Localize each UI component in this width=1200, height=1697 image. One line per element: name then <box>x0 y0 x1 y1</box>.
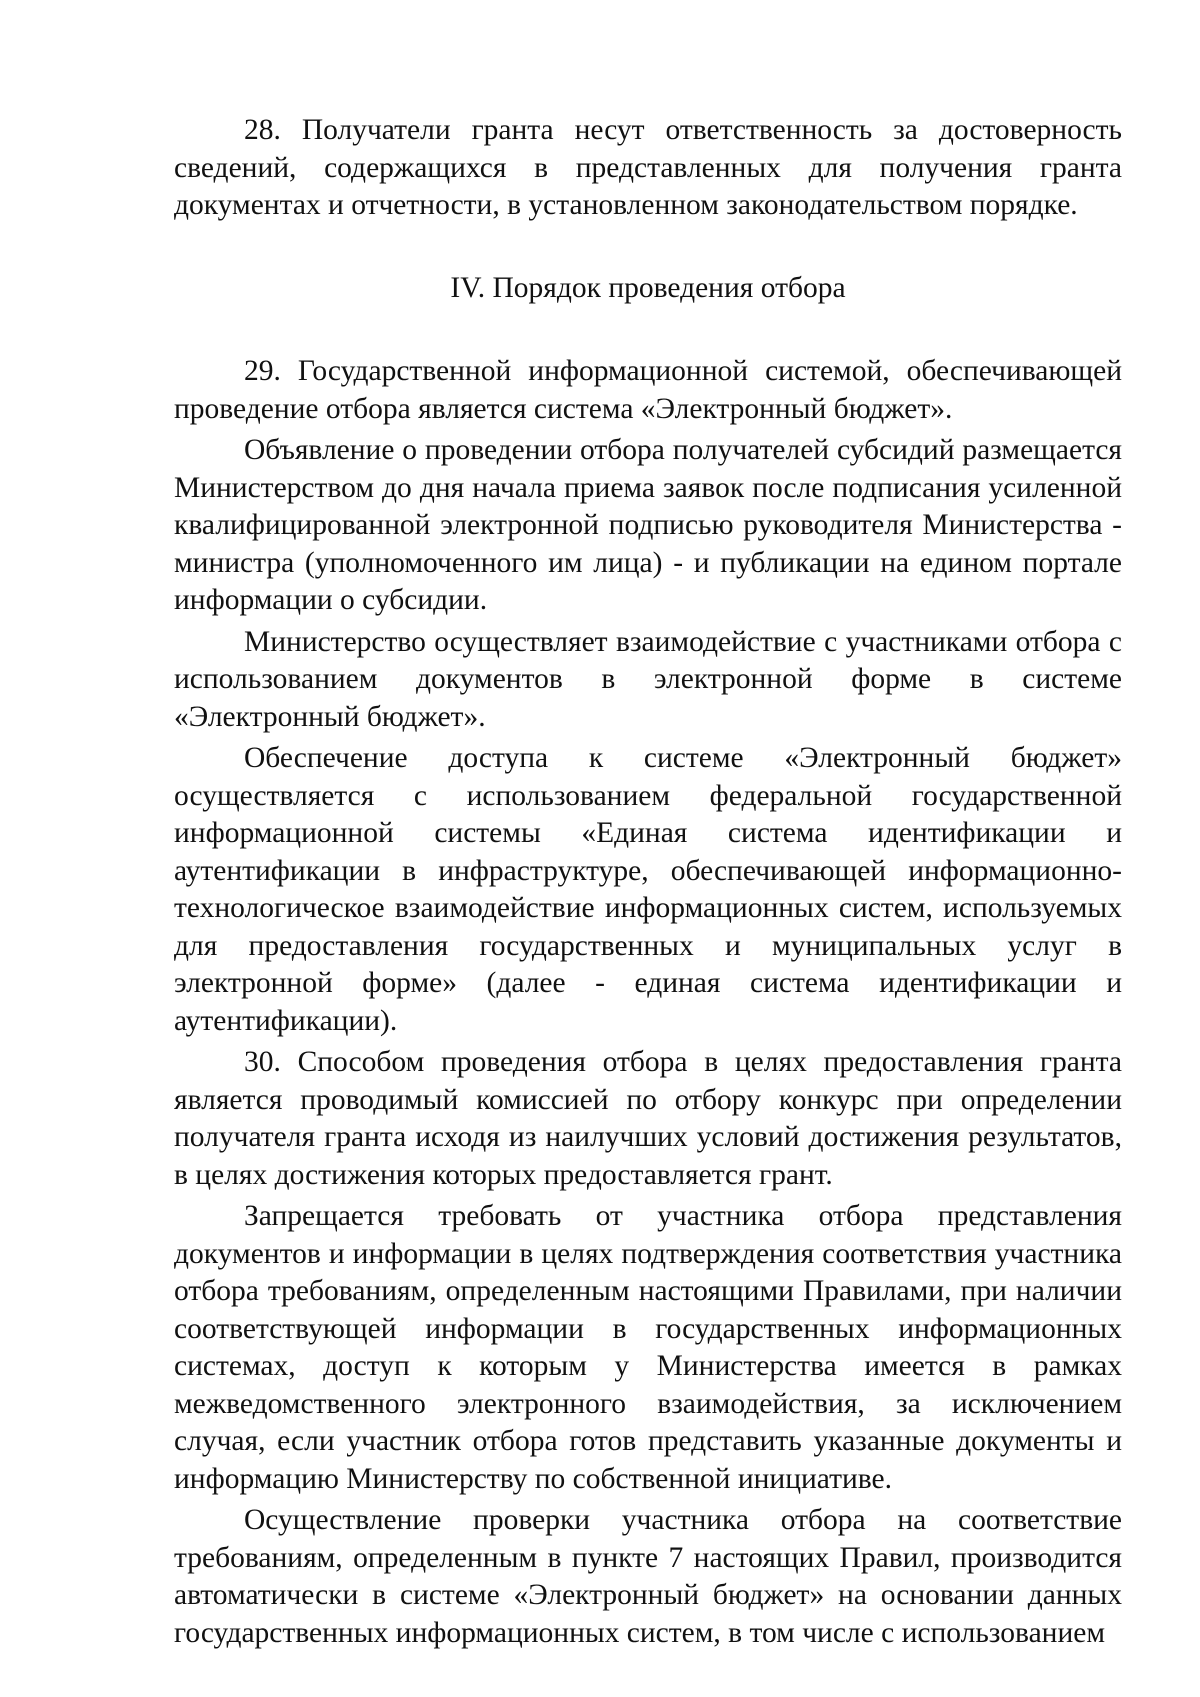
document-body <box>174 112 1122 1652</box>
paragraph-interaction: Министерство осуществляет взаимодействие с участниками отбора с использованием документов в электронной форме в системе «Электронный бюджет». <box>174 625 1122 733</box>
paragraph-prohibition: Запрещается требовать от участника отбора представления документов и информации в целях подтверждения соответствия участника отбора требованиям, определенным настоящими Правилами, при наличии соответствующей информации в государственных информационных системах, доступ к которым у Министерства имеется в рамках межведомственного электронного взаимодействия, за исключением случая, если участник отбора готов представить указанные документы и информацию Министерству по собственной инициативе. <box>174 1200 1122 1495</box>
paragraph-29: 29. Государственной информационной системой, обеспечивающей проведение отбора является система «Электронный бюджет». <box>174 355 1122 425</box>
paragraph-announcement: Объявление о проведении отбора получателей субсидий размещается Министерством до дня начала приема заявок после подписания усиленной квалифицированной электронной подписью руководителя Министерства - министра (уполномоченного им лица) - и публикации на едином портале информации о субсидии. <box>174 434 1122 616</box>
section-heading: IV. Порядок проведения отбора <box>450 271 846 304</box>
paragraph-verification: Осуществление проверки участника отбора на соответствие требованиям, определенным в пункте 7 настоящих Правил, производится автоматически в системе «Электронный бюджет» на основании данных государственных информационных систем, в том числе с использованием <box>174 1504 1122 1649</box>
paragraph-access: Обеспечение доступа к системе «Электронный бюджет» осуществляется с использованием федеральной государственной информационной системы «Единая система идентификации и аутентификации в инфраструктуре, обеспечивающей информационно-технологическое взаимодействие информационных систем, используемых для предоставления государственных и муниципальных услуг в электронной форме» (далее - единая система идентификации и аутентификации). <box>174 742 1122 1037</box>
paragraph-28: 28. Получатели гранта несут ответственность за достоверность сведений, содержащихся в представленных для получения гранта документах и отчетности, в установленном законодательством порядке. <box>174 114 1122 221</box>
paragraph-30: 30. Способом проведения отбора в целях предоставления гранта является проводимый комиссией по отбору конкурс при определении получателя гранта исходя из наилучших условий достижения результатов, в целях достижения которых предоставляется грант. <box>174 1046 1122 1191</box>
